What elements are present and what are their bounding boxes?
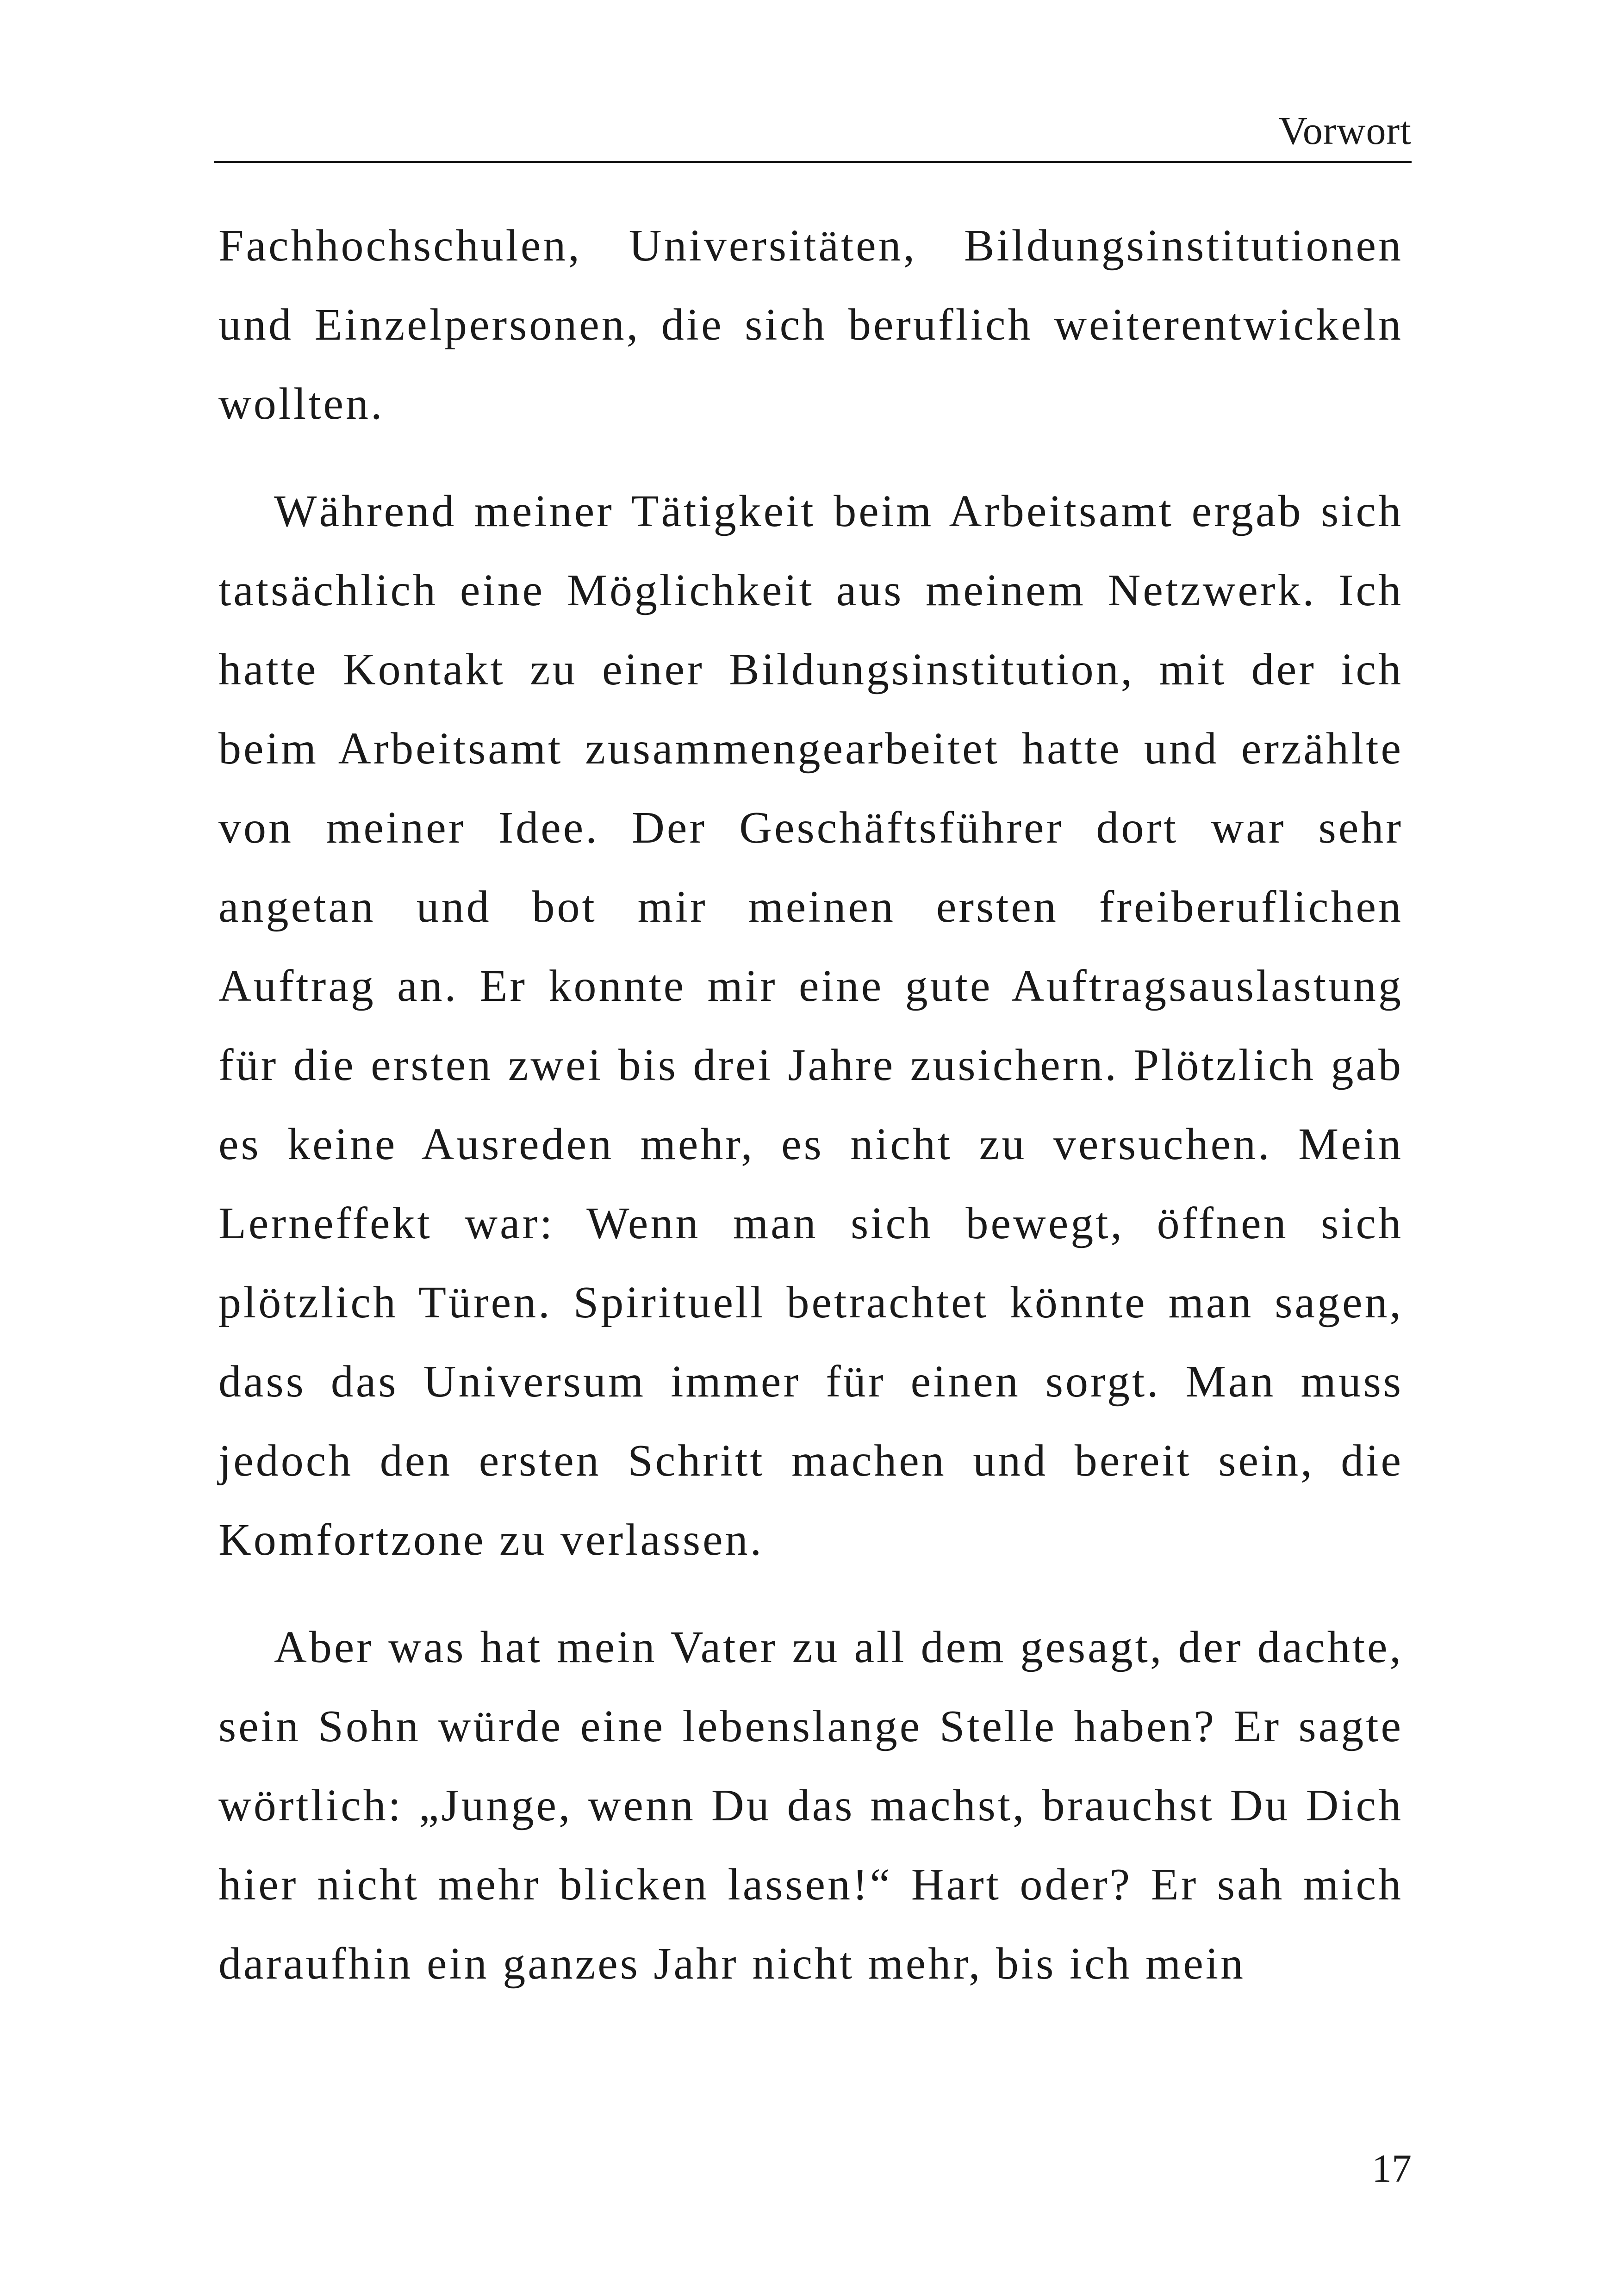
paragraph-2: Während meiner Tätigkeit beim Arbeitsamt ergab sich tatsächlich eine Möglichkeit aus meinem Netzwerk. Ich hatte Kontakt zu einer Bildungsinstitution, mit der ich beim Arbeitsamt zusammengearbeitet hatte und erzählte von meiner Idee. Der Geschäftsführer dort war sehr angetan und bot mir meinen ersten freiberuflichen Auftrag an. Er konnte mir eine gute Auftragsauslastung für die ersten zwei bis drei Jahre zusichern. Plötzlich gab es keine Ausreden mehr, es nicht zu versuchen. Mein Lerneffekt war: Wenn man sich bewegt, öffnen sich plötzlich Türen. Spirituell betrachtet könnte man sagen, dass das Universum immer für einen sorgt. Man muss jedoch den ersten Schritt machen und bereit sein, die Komfortzone zu verlassen.	[218, 486, 1403, 1565]
paragraph-3: Aber was hat mein Vater zu all dem gesagt, der dachte, sein Sohn würde eine lebenslange Stelle haben? Er sagte wörtlich: „Junge, wenn Du das machst, brauchst Du Dich hier nicht mehr blicken lassen!“ Hart oder? Er sah mich daraufhin ein ganzes Jahr nicht mehr, bis ich mein	[218, 1622, 1403, 1989]
page-number: 17	[1372, 2146, 1412, 2191]
running-header: Vorwort	[1278, 108, 1412, 153]
body-text	[218, 206, 1403, 2004]
header-rule	[214, 161, 1412, 163]
paragraph-1: Fachhochschulen, Universitäten, Bildungsinstitutionen und Einzelpersonen, die sich beruflich weiterentwickeln wollten.	[218, 221, 1403, 429]
